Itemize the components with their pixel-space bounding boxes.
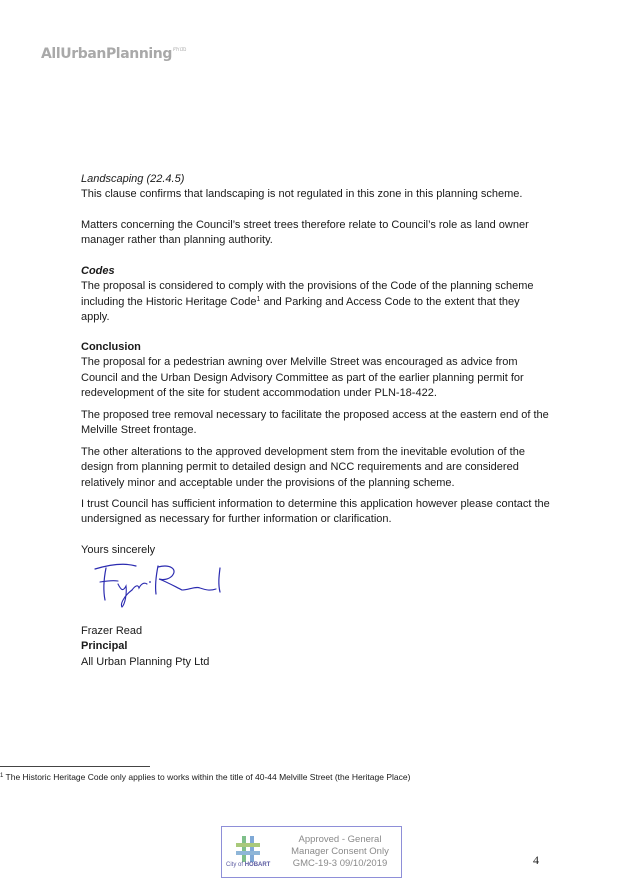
codes-paragraph: The proposal is considered to comply with the provisions of the Code of the planning scheme including the Historic Heritage Code$^1$ and Parking and Access Code to the extent that they apply. [81, 280, 534, 323]
approval-stamp [221, 826, 402, 878]
conclusion-paragraph-3: The other alterations to the approved development stem from the inevitable evolution of the design from planning permit to detailed design and NCC requirements and are considered relatively minor and acceptable under the provisions of the planning scheme. [81, 446, 525, 489]
signatory-name: Frazer Read [81, 625, 143, 637]
footnote-divider [0, 766, 150, 767]
signatory-block [81, 624, 551, 670]
footnote-ref: 1 [256, 295, 261, 303]
stamp-text: Approved - General Manager Consent Only GMC-19-3 09/10/2019 [291, 834, 389, 869]
codes-section [81, 264, 551, 325]
landscaping-section [81, 172, 551, 203]
salutation: Yours sincerely [81, 544, 156, 556]
conclusion-section [81, 340, 551, 401]
conclusion-paragraph-4: I trust Council has sufficient information to determine this application however please contact the undersigned as necessary for further information or clarification. [81, 498, 550, 526]
signatory-title: Principal [81, 640, 128, 653]
stamp-city-name: City of HOBART [226, 862, 271, 868]
landscaping-line: This clause confirms that landscaping is not regulated in this zone in this planning scheme. [81, 188, 523, 201]
conclusion-paragraph-2: The proposed tree removal necessary to facilitate the proposed access at the eastern end of the Melville Street frontage. [81, 409, 549, 437]
landscaping-paragraph: Matters concerning the Council’s street trees therefore relate to Council’s role as land owner manager rather than planning authority. [81, 219, 529, 247]
codes-heading: Codes [81, 265, 115, 277]
page-number: 4 [533, 853, 539, 867]
signatory-company: All Urban Planning Pty Ltd [81, 655, 210, 668]
footnote: $^1$ The Historic Heritage Code only applies to works within the title of 40-44 Melville Street (the Heritage Place) [0, 772, 411, 782]
conclusion-paragraph-1: The proposal for a pedestrian awning over Melville Street was encouraged as advice from Council and the Urban Design Advisory Committee as part of the earlier planning permit for redevelopment of the site for student accommodation under PLN-18-422. [81, 356, 524, 399]
city-of-hobart-logo-icon [226, 833, 276, 877]
company-logo: AllUrbanPlanning$^{PTY LTD}$ [41, 46, 186, 62]
conclusion-heading: Conclusion [81, 341, 141, 353]
signature [92, 560, 232, 615]
landscaping-heading: Landscaping (22.4.5) [81, 173, 185, 185]
